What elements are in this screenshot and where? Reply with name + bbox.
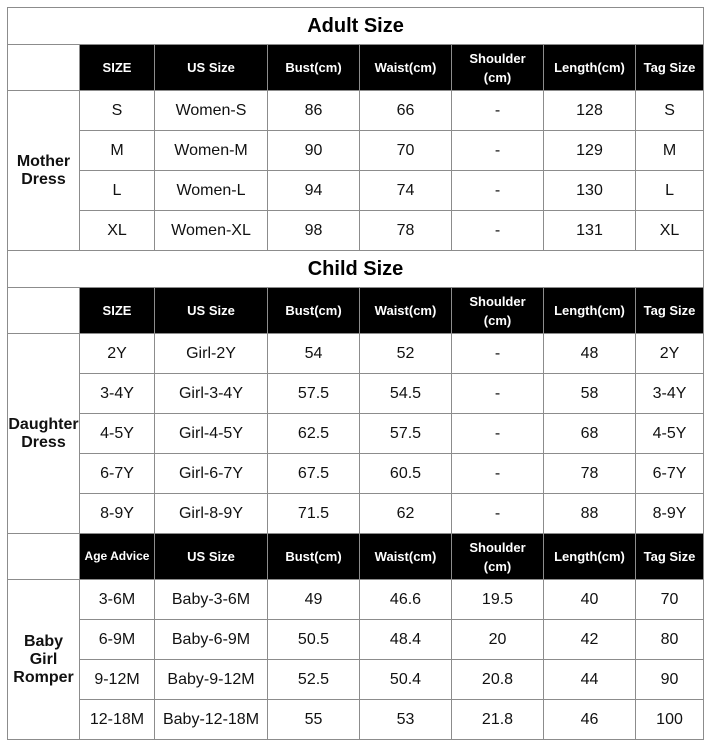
table-cell: Women-S [155, 91, 268, 131]
table-cell: 70 [360, 131, 452, 171]
table-cell: 68 [544, 414, 636, 454]
group-label-line: Romper [13, 668, 74, 686]
baby-header-row [8, 534, 704, 580]
table-cell: 21.8 [452, 700, 544, 740]
table-cell: 129 [544, 131, 636, 171]
table-cell: 90 [636, 660, 704, 700]
column-header: SIZE [80, 288, 155, 334]
table-cell: 20.8 [452, 660, 544, 700]
table-row [8, 374, 704, 414]
table-cell: 42 [544, 620, 636, 660]
table-cell: 8-9Y [636, 494, 704, 534]
table-cell: Women-L [155, 171, 268, 211]
table-cell: 4-5Y [80, 414, 155, 454]
table-cell: S [80, 91, 155, 131]
table-row [8, 620, 704, 660]
column-header: Age Advice [80, 534, 155, 580]
table-cell: 57.5 [360, 414, 452, 454]
column-header: Bust(cm) [268, 45, 360, 91]
table-cell: 58 [544, 374, 636, 414]
table-cell: 53 [360, 700, 452, 740]
table-row [8, 171, 704, 211]
table-row [8, 454, 704, 494]
table-cell: Girl-4-5Y [155, 414, 268, 454]
table-cell: 55 [268, 700, 360, 740]
column-header: US Size [155, 288, 268, 334]
table-row [8, 414, 704, 454]
column-header: Length(cm) [544, 288, 636, 334]
column-header-line: Shoulder [469, 50, 526, 66]
column-header [452, 534, 544, 580]
table-cell: - [452, 414, 544, 454]
table-cell: 50.4 [360, 660, 452, 700]
table-cell: 52 [360, 334, 452, 374]
table-cell: 3-4Y [80, 374, 155, 414]
table-cell: Girl-6-7Y [155, 454, 268, 494]
adult-header-blank [8, 45, 80, 91]
table-cell: Girl-2Y [155, 334, 268, 374]
table-cell: - [452, 91, 544, 131]
table-row [8, 700, 704, 740]
table-cell: 6-7Y [636, 454, 704, 494]
table-cell: Baby-3-6M [155, 580, 268, 620]
table-cell: 131 [544, 211, 636, 251]
table-row [8, 211, 704, 251]
table-cell: - [452, 334, 544, 374]
column-header: Waist(cm) [360, 288, 452, 334]
table-cell: 4-5Y [636, 414, 704, 454]
column-header: Tag Size [636, 288, 704, 334]
column-header: Bust(cm) [268, 534, 360, 580]
column-header: US Size [155, 45, 268, 91]
table-cell: 128 [544, 91, 636, 131]
table-cell: 94 [268, 171, 360, 211]
table-row [8, 334, 704, 374]
group-label-line: Mother [16, 152, 71, 170]
table-cell: L [80, 171, 155, 211]
table-cell: Baby-6-9M [155, 620, 268, 660]
table-cell: 67.5 [268, 454, 360, 494]
table-cell: 70 [636, 580, 704, 620]
column-header-line: (cm) [483, 69, 512, 85]
table-cell: - [452, 131, 544, 171]
adult-header-row [8, 45, 704, 91]
column-header [452, 45, 544, 91]
table-cell: 71.5 [268, 494, 360, 534]
child-header-blank [8, 288, 80, 334]
table-cell: 2Y [80, 334, 155, 374]
table-cell: 86 [268, 91, 360, 131]
table-row [8, 660, 704, 700]
table-cell: 54.5 [360, 374, 452, 414]
adult-title-row [8, 8, 704, 45]
table-cell: 20 [452, 620, 544, 660]
table-row [8, 131, 704, 171]
table-cell: Girl-3-4Y [155, 374, 268, 414]
table-cell: 90 [268, 131, 360, 171]
table-cell: 62 [360, 494, 452, 534]
table-cell: 9-12M [80, 660, 155, 700]
table-cell: 48 [544, 334, 636, 374]
table-row [8, 494, 704, 534]
table-cell: - [452, 454, 544, 494]
column-header: Tag Size [636, 45, 704, 91]
child-group-label [8, 334, 80, 534]
column-header: Length(cm) [544, 45, 636, 91]
table-cell: 60.5 [360, 454, 452, 494]
table-cell: - [452, 374, 544, 414]
table-row [8, 580, 704, 620]
column-header: Bust(cm) [268, 288, 360, 334]
column-header: Waist(cm) [360, 45, 452, 91]
table-cell: M [636, 131, 704, 171]
baby-header-blank [8, 534, 80, 580]
column-header-line: (cm) [483, 558, 512, 574]
group-label-line: Dress [21, 170, 66, 188]
table-cell: 44 [544, 660, 636, 700]
baby-group-label [8, 580, 80, 740]
table-cell: L [636, 171, 704, 211]
table-cell: Baby-9-12M [155, 660, 268, 700]
table-cell: 6-9M [80, 620, 155, 660]
table-row [8, 91, 704, 131]
table-cell: 3-6M [80, 580, 155, 620]
size-chart-body [8, 8, 704, 740]
adult-group-label [8, 91, 80, 251]
group-label-line: Daughter [8, 415, 79, 433]
table-cell: 6-7Y [80, 454, 155, 494]
table-cell: 46 [544, 700, 636, 740]
table-cell: 19.5 [452, 580, 544, 620]
table-cell: 100 [636, 700, 704, 740]
table-cell: - [452, 171, 544, 211]
table-cell: 40 [544, 580, 636, 620]
table-cell: 130 [544, 171, 636, 211]
table-cell: 78 [544, 454, 636, 494]
table-cell: 50.5 [268, 620, 360, 660]
table-cell: 52.5 [268, 660, 360, 700]
size-chart-table [7, 7, 704, 740]
table-cell: Women-XL [155, 211, 268, 251]
table-cell: 2Y [636, 334, 704, 374]
table-cell: 62.5 [268, 414, 360, 454]
adult-section-title: Adult Size [8, 8, 704, 45]
table-cell: 46.6 [360, 580, 452, 620]
child-title-row [8, 251, 704, 288]
column-header: US Size [155, 534, 268, 580]
table-cell: 88 [544, 494, 636, 534]
column-header-line: Shoulder [469, 539, 526, 555]
group-label-line: Dress [21, 433, 66, 451]
table-cell: 8-9Y [80, 494, 155, 534]
table-cell: 80 [636, 620, 704, 660]
column-header-line: Shoulder [469, 293, 526, 309]
column-header: SIZE [80, 45, 155, 91]
table-cell: 48.4 [360, 620, 452, 660]
table-cell: Girl-8-9Y [155, 494, 268, 534]
table-cell: Women-M [155, 131, 268, 171]
table-cell: XL [636, 211, 704, 251]
table-cell: M [80, 131, 155, 171]
column-header: Waist(cm) [360, 534, 452, 580]
table-cell: 3-4Y [636, 374, 704, 414]
table-cell: - [452, 494, 544, 534]
table-cell: 78 [360, 211, 452, 251]
child-section-title: Child Size [8, 251, 704, 288]
table-cell: 49 [268, 580, 360, 620]
group-label-line: Baby Girl [23, 632, 64, 668]
table-cell: 12-18M [80, 700, 155, 740]
table-cell: 66 [360, 91, 452, 131]
column-header: Length(cm) [544, 534, 636, 580]
table-cell: 74 [360, 171, 452, 211]
table-cell: 57.5 [268, 374, 360, 414]
column-header-line: (cm) [483, 312, 512, 328]
table-cell: 54 [268, 334, 360, 374]
table-cell: S [636, 91, 704, 131]
column-header [452, 288, 544, 334]
table-cell: 98 [268, 211, 360, 251]
table-cell: Baby-12-18M [155, 700, 268, 740]
table-cell: XL [80, 211, 155, 251]
table-cell: - [452, 211, 544, 251]
child-header-row [8, 288, 704, 334]
column-header: Tag Size [636, 534, 704, 580]
